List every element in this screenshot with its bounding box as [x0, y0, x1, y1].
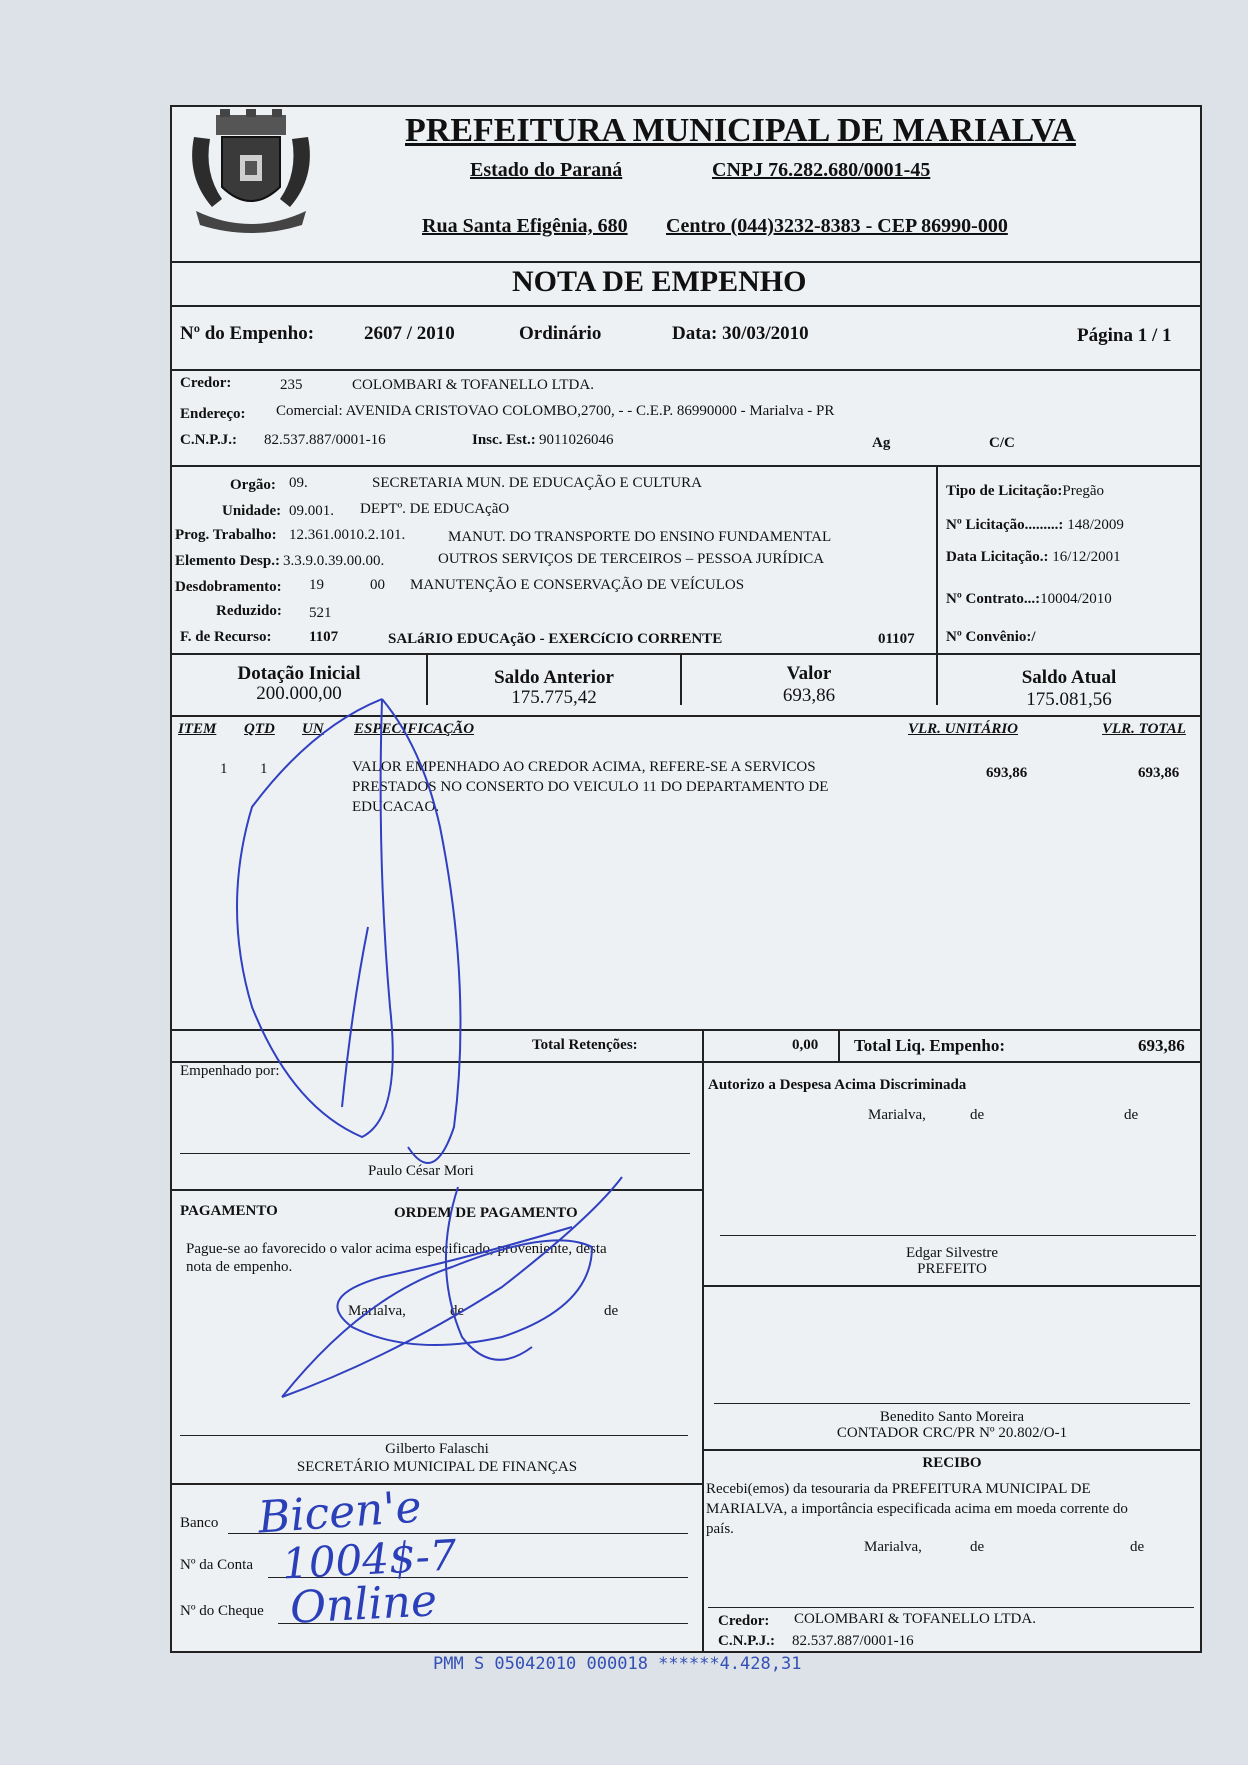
prefeito-name: Edgar Silvestre	[905, 1245, 999, 1261]
total-liq-value: 693,86	[1138, 1036, 1185, 1055]
valor-label: Valor	[786, 663, 832, 684]
recibo-text-line3: país.	[706, 1521, 734, 1537]
col-un: UN	[302, 721, 324, 737]
empenho-number: 2607 / 2010	[364, 323, 455, 344]
municipality-address: Rua Santa Efigênia, 680	[422, 215, 628, 237]
insc-est-label: Insc. Est.:	[472, 432, 536, 448]
row-qtd: 1	[260, 761, 268, 777]
orgao-name: SECRETARIA MUN. DE EDUCAÇÃO E CULTURA	[372, 475, 702, 491]
saldo-anterior-label: Saldo Anterior	[494, 667, 614, 688]
numero-convenio: Nº Convênio:/	[946, 629, 1036, 645]
municipality-contact: Centro (044)3232-8383 - CEP 86990-000	[666, 215, 1008, 237]
pagamento-de2: de	[604, 1303, 619, 1319]
row-item: 1	[220, 761, 228, 777]
document-title: NOTA DE EMPENHO	[512, 265, 807, 298]
pagamento-label: PAGAMENTO	[180, 1203, 278, 1219]
empenho-date: Data: 30/03/2010	[672, 323, 809, 344]
recibo-cnpj-label: C.N.P.J.:	[718, 1633, 775, 1649]
orgao-label: Orgão:	[230, 477, 276, 493]
recibo-text-line2: MARIALVA, a importância especificada acima em moeda corrente do	[706, 1501, 1128, 1517]
reduzido-code: 521	[309, 605, 332, 621]
banco-label: Banco	[180, 1515, 219, 1531]
ag-label: Ag	[872, 435, 891, 451]
prog-trabalho-label: Prog. Trabalho:	[175, 527, 277, 543]
reduzido-label: Reduzido:	[216, 603, 282, 619]
numero-contrato: Nº Contrato...:10004/2010	[946, 591, 1112, 607]
desdobramento-sub: 00	[370, 577, 385, 593]
empenho-type: Ordinário	[519, 323, 602, 344]
recibo-credor: COLOMBARI & TOFANELLO LTDA.	[794, 1611, 1036, 1627]
elemento-code: 3.3.9.0.39.00.00.	[283, 553, 385, 569]
unidade-label: Unidade:	[222, 503, 282, 519]
contador-role: CONTADOR CRC/PR Nº 20.802/O-1	[836, 1425, 1068, 1441]
banco-handwritten: Bicen'e	[256, 1481, 424, 1544]
empenhado-por-label: Empenhado por:	[180, 1063, 280, 1079]
recibo-cnpj: 82.537.887/0001-16	[792, 1633, 914, 1649]
autorizo-de2: de	[1124, 1107, 1139, 1123]
page-number: Página 1 / 1	[1077, 325, 1172, 346]
row-especificacao-line2: PRESTADOS NO CONSERTO DO VEICULO 11 DO DEPARTAMENTO DE	[352, 779, 829, 795]
credor-name: COLOMBARI & TOFANELLO LTDA.	[352, 377, 594, 393]
total-retencoes-label: Total Retenções:	[532, 1037, 638, 1053]
saldo-atual-label: Saldo Atual	[1021, 667, 1117, 688]
prefeito-role: PREFEITO	[917, 1261, 987, 1277]
col-especificacao: ESPECIFICAÇÃO	[354, 721, 475, 737]
credor-address: Comercial: AVENIDA CRISTOVAO COLOMBO,2700, - - C.E.P. 86990000 - Marialva - PR	[276, 403, 835, 419]
municipal-crest-logo	[182, 107, 320, 237]
recibo-credor-label: Credor:	[718, 1613, 770, 1629]
saldo-anterior-value: 175.775,42	[511, 687, 597, 708]
prog-trabalho-code: 12.361.0010.2.101.	[289, 527, 406, 543]
nota-de-empenho-form	[170, 105, 1202, 1653]
pagamento-de1: de	[450, 1303, 465, 1319]
cc-label: C/C	[989, 435, 1015, 451]
autorizo-city: Marialva,	[868, 1107, 926, 1123]
dotacao-inicial-value: 200.000,00	[256, 683, 342, 704]
dotacao-inicial-label: Dotação Inicial	[237, 663, 361, 684]
col-qtd: QTD	[244, 721, 275, 737]
recurso-ref: 01107	[878, 631, 915, 647]
row-vlr-unitario: 693,86	[986, 765, 1028, 781]
pagamento-city: Marialva,	[348, 1303, 406, 1319]
empenhado-por-name: Paulo César Mori	[368, 1163, 474, 1179]
credor-cnpj-label: C.N.P.J.:	[180, 432, 237, 448]
desdobramento-label: Desdobramento:	[175, 579, 282, 595]
recurso-code: 1107	[309, 629, 339, 645]
elemento-label: Elemento Desp.:	[175, 553, 280, 569]
ordem-pagamento-label: ORDEM DE PAGAMENTO	[394, 1205, 578, 1221]
row-vlr-total: 693,86	[1138, 765, 1180, 781]
pagamento-text-line2: nota de empenho.	[186, 1259, 293, 1275]
recurso-label: F. de Recurso:	[180, 629, 272, 645]
col-vlr-unitario: VLR. UNITÁRIO	[908, 721, 1019, 737]
total-retencoes-value: 0,00	[792, 1037, 819, 1053]
recibo-de2: de	[1130, 1539, 1145, 1555]
numero-licitacao: Nº Licitação.........: 148/2009	[946, 517, 1124, 533]
recibo-city: Marialva,	[864, 1539, 922, 1555]
state-name: Estado do Paraná	[470, 159, 623, 181]
row-especificacao-line3: EDUCACAO.	[352, 799, 440, 815]
municipality-title: PREFEITURA MUNICIPAL DE MARIALVA	[405, 112, 1076, 149]
insc-est: 9011026046	[539, 432, 614, 448]
row-especificacao-line1: VALOR EMPENHADO AO CREDOR ACIMA, REFERE-SE A SERVICOS	[352, 759, 816, 775]
cheque-label: Nº do Cheque	[180, 1603, 264, 1619]
empenho-number-label: Nº do Empenho:	[180, 323, 315, 344]
credor-label: Credor:	[180, 375, 232, 391]
tipo-licitacao: Tipo de Licitação:Pregão	[946, 483, 1105, 499]
autorizo-de1: de	[970, 1107, 985, 1123]
desdobramento-code: 19	[309, 577, 324, 593]
contador-name: Benedito Santo Moreira	[879, 1409, 1025, 1425]
data-licitacao: Data Licitação.: 16/12/2001	[946, 549, 1121, 565]
cheque-handwritten: Online	[288, 1575, 439, 1634]
recurso-name: SALáRIO EDUCAçãO - EXERCíCIO CORRENTE	[388, 631, 723, 647]
credor-code: 235	[280, 377, 303, 393]
secretario-role: SECRETÁRIO MUNICIPAL DE FINANÇAS	[296, 1459, 578, 1475]
credor-cnpj: 82.537.887/0001-16	[264, 432, 386, 448]
col-vlr-total: VLR. TOTAL	[1102, 721, 1186, 737]
col-item: ITEM	[178, 721, 217, 737]
conta-handwritten: 1004$-7	[280, 1530, 458, 1589]
conta-label: Nº da Conta	[180, 1557, 253, 1573]
secretario-name: Gilberto Falaschi	[385, 1441, 489, 1457]
desdobramento-name: MANUTENÇÃO E CONSERVAÇÃO DE VEÍCULOS	[410, 577, 745, 593]
prog-trabalho-name: MANUT. DO TRANSPORTE DO ENSINO FUNDAMENTAL	[448, 529, 832, 545]
elemento-name: OUTROS SERVIÇOS DE TERCEIROS – PESSOA JURÍDICA	[438, 551, 825, 567]
saldo-atual-value: 175.081,56	[1026, 689, 1112, 710]
orgao-code: 09.	[289, 475, 308, 491]
unidade-name: DEPTº. DE EDUCAçãO	[360, 501, 510, 517]
pagamento-text-line1: Pague-se ao favorecido o valor acima especificado, proveniente, desta	[186, 1241, 607, 1257]
recibo-text-line1: Recebi(emos) da tesouraria da PREFEITURA MUNICIPAL DE	[706, 1481, 1091, 1497]
credor-address-label: Endereço:	[180, 406, 246, 422]
municipality-cnpj: CNPJ 76.282.680/0001-45	[712, 159, 931, 181]
recibo-title: RECIBO	[922, 1455, 982, 1471]
unidade-code: 09.001.	[289, 503, 334, 519]
autorizo-title: Autorizo a Despesa Acima Discriminada	[708, 1077, 967, 1093]
total-liq-label: Total Liq. Empenho:	[854, 1036, 1005, 1055]
recibo-de1: de	[970, 1539, 985, 1555]
authentication-stamp: PMM S 05042010 000018 ******4.428,31	[433, 1654, 802, 1674]
valor-value: 693,86	[782, 685, 836, 706]
